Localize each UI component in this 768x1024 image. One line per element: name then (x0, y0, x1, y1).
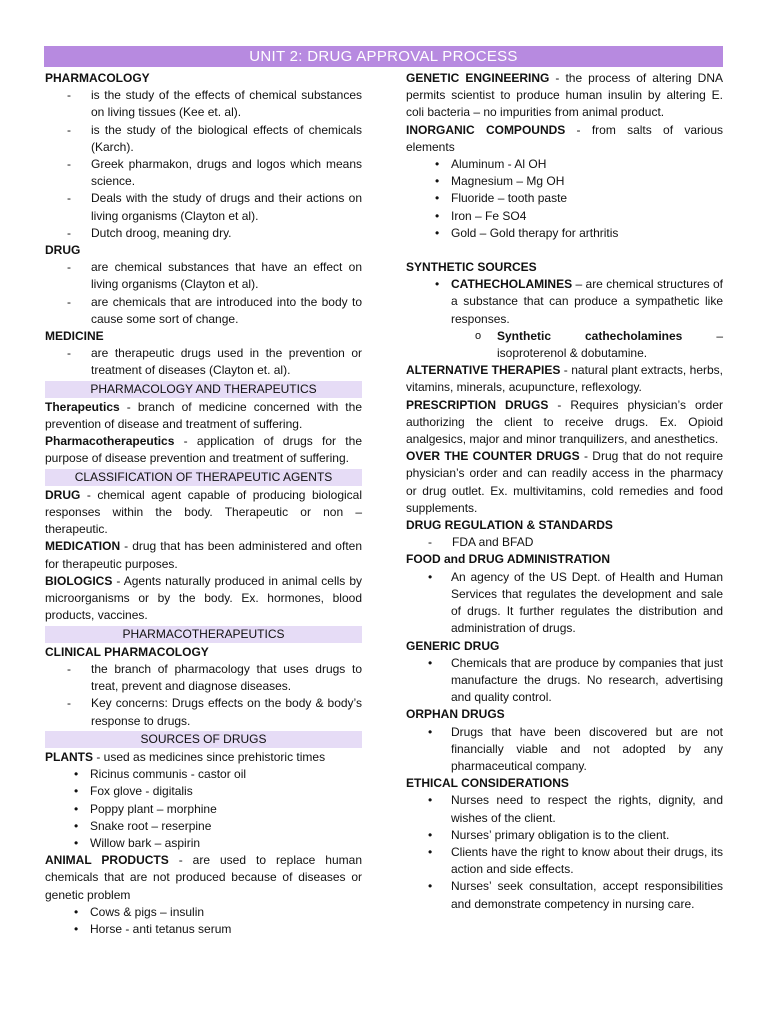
definition-otc-drugs (406, 448, 723, 517)
term-label: ANIMAL PRODUCTS (45, 853, 169, 868)
definition-plants (45, 749, 362, 766)
section-heading-drug-regulation: DRUG REGULATION & STANDARDS (406, 518, 613, 533)
page-title: UNIT 2: DRUG APPROVAL PROCESS (44, 46, 723, 67)
definition-biologics (45, 573, 362, 625)
list-item: • Fluoride – tooth paste (406, 190, 723, 207)
term-label: OVER THE COUNTER DRUGS (406, 449, 580, 464)
term-label: MEDICATION (45, 539, 121, 554)
list-item: • Clients have the right to know about their drugs, its action and side effects. (406, 844, 723, 878)
subheading-pharmacology-therapeutics: PHARMACOLOGY AND THERAPEUTICS (45, 381, 362, 398)
term-text: - used as medicines since prehistoric times (93, 749, 326, 764)
list-item: • Drugs that have been discovered but are not financially viable and not adopted by any pharmaceutical company. (406, 724, 723, 776)
term-label: DRUG (45, 487, 81, 502)
section-heading-clinical-pharmacology: CLINICAL PHARMACOLOGY (45, 644, 209, 659)
definition-medication (45, 538, 362, 572)
definition-animal-products (45, 852, 362, 904)
term-label: Pharmacotherapeutics (45, 434, 175, 449)
list-item: • Ricinus communis - castor oil (45, 766, 362, 783)
definition-drug (45, 487, 362, 539)
list-item: - is the study of the biological effects of chemicals (Karch). (45, 122, 362, 156)
term-text: - branch of medicine concerned with the prevention of disease and treatment of suffering. (45, 399, 362, 432)
term-text: - Drug that do not require physician’s order and can readily access in the pharmacy or drug outlet. Ex. multivitamins, cold remedies and food supplements. (406, 449, 723, 515)
term-label: Synthetic cathecholamines (497, 328, 683, 343)
list-item: - Dutch droog, meaning dry. (45, 225, 362, 242)
list-item: • Nurses’ primary obligation is to the client. (406, 827, 723, 844)
term-text: - the process of altering DNA permits scientist to produce human insulin by altering E. coli bacteria – no impurities from animal product. (406, 71, 723, 120)
section-heading-drug: DRUG (45, 243, 81, 258)
definition-genetic-engineering (406, 70, 723, 122)
right-column (406, 70, 723, 913)
list-item: - FDA and BFAD (406, 534, 723, 551)
list-item: • Fox glove - digitalis (45, 783, 362, 800)
term-text: - application of drugs for the purpose of disease prevention and treatment of suffering. (45, 434, 362, 466)
term-text: - Requires physician’s order authorizing the client to receive drugs. Ex. Opioid analgesics, major and minor tranquilizers, and anesthetics. (406, 397, 723, 447)
list-item: • Iron – Fe SO4 (406, 208, 723, 225)
list-item: - is the study of the effects of chemical substances on living tissues (Kee et. al). (45, 87, 362, 121)
definition-pharmacotherapeutics (45, 433, 362, 467)
subheading-classification: CLASSIFICATION OF THERAPEUTIC AGENTS (45, 469, 362, 486)
list-item: • Cows & pigs – insulin (45, 904, 362, 921)
section-heading-orphan-drugs: ORPHAN DRUGS (406, 707, 505, 722)
list-item: - are therapeutic drugs used in the prevention or treatment of diseases (Clayton et. al). (45, 345, 362, 379)
term-label: INORGANIC COMPOUNDS (406, 122, 566, 137)
list-item: • Willow bark – aspirin (45, 835, 362, 852)
term-text: – isoproterenol & dobutamine. (497, 328, 723, 361)
section-heading-synthetic-sources: SYNTHETIC SOURCES (406, 260, 537, 275)
list-item: • Nurses need to respect the rights, dignity, and wishes of the client. (406, 792, 723, 826)
list-item: - the branch of pharmacology that uses drugs to treat, prevent and diagnose diseases. (45, 661, 362, 695)
term-label: CATHECHOLAMINES (451, 277, 573, 292)
term-label: GENETIC ENGINEERING (406, 71, 550, 85)
section-heading-medicine: MEDICINE (45, 329, 104, 344)
list-item: • An agency of the US Dept. of Health and Human Services that regulates the development and sale of drugs. It further regulates the distribution and administration of drugs. (406, 569, 723, 638)
list-item: • Chemicals that are produce by companies that just manufacture the drugs. No research, advertising and quality control. (406, 655, 723, 707)
list-item: • Nurses’ seek consultation, accept responsibilities and demonstrate competency in nursing care. (406, 878, 723, 912)
term-text: - are used to replace human chemicals that are not produced because of diseases or genetic problem (45, 853, 362, 902)
list-item: - Key concerns: Drugs effects on the body & body’s response to drugs. (45, 695, 362, 729)
spacer (406, 242, 723, 259)
sub-list-item (406, 328, 723, 362)
list-item: • Aluminum - Al OH (406, 156, 723, 173)
list-item: • Magnesium – Mg OH (406, 173, 723, 190)
section-heading-pharmacology: PHARMACOLOGY (45, 71, 150, 85)
list-item: • Poppy plant – morphine (45, 801, 362, 818)
term-text: - Agents naturally produced in animal cells by microorganisms or by the body. Ex. hormones, blood products, vaccines. (45, 573, 362, 623)
section-heading-fda: FOOD and DRUG ADMINISTRATION (406, 552, 610, 567)
subheading-pharmacotherapeutics: PHARMACOTHERAPEUTICS (45, 626, 362, 643)
definition-alternative-therapies (406, 362, 723, 396)
term-text: – are chemical structures of a substance that can produce a sympathetic like responses. (451, 277, 723, 326)
list-item (406, 276, 723, 328)
list-item: • Snake root – reserpine (45, 818, 362, 835)
term-label: Therapeutics (45, 399, 120, 414)
term-text: - from salts of various elements (406, 122, 723, 154)
list-item: • Gold – Gold therapy for arthritis (406, 225, 723, 242)
definition-prescription-drugs (406, 397, 723, 449)
list-item: - are chemicals that are introduced into the body to cause some sort of change. (45, 294, 362, 328)
term-text: - drug that has been administered and often for therapeutic purposes. (45, 539, 362, 571)
term-label: PLANTS (45, 749, 93, 764)
section-heading-generic-drug: GENERIC DRUG (406, 638, 500, 653)
term-text: - chemical agent capable of producing biological responses within the body. Therapeutic or non – therapeutic. (45, 487, 362, 537)
definition-inorganic-compounds (406, 122, 723, 156)
list-item: - Deals with the study of drugs and their actions on living organisms (Clayton et al). (45, 190, 362, 224)
term-label: ALTERNATIVE THERAPIES (406, 363, 561, 378)
left-column (45, 70, 362, 938)
definition-therapeutics (45, 399, 362, 433)
list-item: - are chemical substances that have an effect on living organisms (Clayton et al). (45, 259, 362, 293)
subheading-sources-of-drugs: SOURCES OF DRUGS (45, 731, 362, 748)
term-label: BIOLOGICS (45, 573, 113, 588)
list-item: • Horse - anti tetanus serum (45, 921, 362, 938)
term-text: - natural plant extracts, herbs, vitamins, minerals, acupuncture, reflexology. (406, 363, 724, 395)
list-item: - Greek pharmakon, drugs and logos which means science. (45, 156, 362, 190)
section-heading-ethical: ETHICAL CONSIDERATIONS (406, 776, 569, 791)
term-label: PRESCRIPTION DRUGS (406, 397, 549, 412)
